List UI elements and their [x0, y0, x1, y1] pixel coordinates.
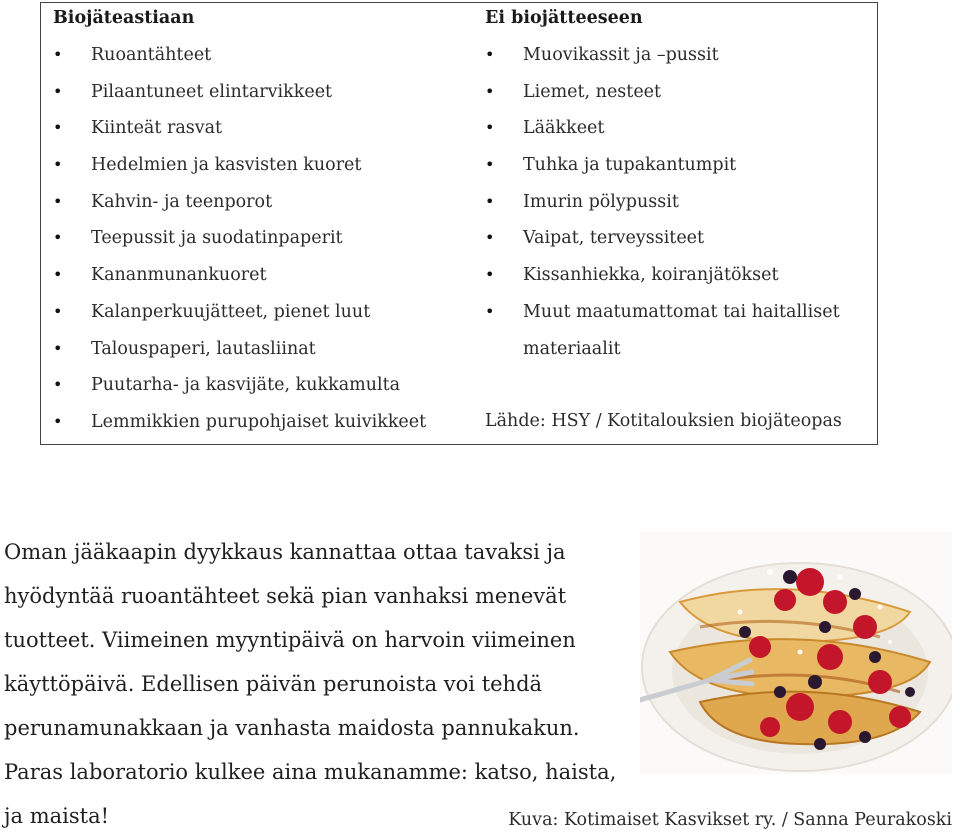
bullet-icon	[53, 257, 91, 295]
list-item: • Ruoantähteet	[53, 37, 426, 74]
body-paragraph	[4, 530, 644, 838]
paragraph-line: perunamunakkaan ja vanhasta maidosta pannukakun.	[4, 716, 580, 740]
list-item: • Talouspaperi, lautasliinat	[53, 331, 426, 368]
list-item: • Hedelmien ja kasvisten kuoret	[53, 147, 426, 184]
list-item: • Lääkkeet	[485, 110, 840, 147]
list-item-continuation: materiaalit	[523, 338, 621, 359]
bullet-icon	[53, 404, 91, 442]
list-item: • Imurin pölypussit	[485, 184, 840, 221]
bullet-icon	[485, 110, 523, 148]
bullet-icon	[485, 37, 523, 75]
list-item: • Kahvin- ja teenporot	[53, 184, 426, 221]
list-item: • Kalanperkuujätteet, pienet luut	[53, 294, 426, 331]
photo-caption: Kuva: Kotimaiset Kasvikset ry. / Sanna Peurakoski	[508, 810, 952, 830]
list-item: • Vaipat, terveyssiteet	[485, 220, 840, 257]
list-item: • Kissanhiekka, koiranjätökset	[485, 257, 840, 294]
bullet-icon	[485, 184, 523, 222]
list-item: • Liemet, nesteet	[485, 74, 840, 111]
bullet-icon	[485, 147, 523, 185]
bullet-icon	[53, 37, 91, 75]
bullet-icon	[53, 110, 91, 148]
bullet-icon	[485, 74, 523, 112]
paragraph-line: käyttöpäivä. Edellisen päivän perunoista voi tehdä	[4, 672, 543, 696]
bullet-icon	[485, 257, 523, 295]
bullet-icon	[485, 294, 523, 332]
pancake-with-berries-photo	[640, 532, 952, 774]
source-note: Lähde: HSY / Kotitalouksien biojäteopas	[485, 411, 842, 431]
list-item: • Muut maatumattomat tai haitalliset	[485, 294, 840, 331]
list-item: • Tuhka ja tupakantumpit	[485, 147, 840, 184]
bullet-icon	[53, 294, 91, 332]
list-item: • Kiinteät rasvat	[53, 110, 426, 147]
bio-waste-heading: Biojäteastiaan	[53, 8, 195, 28]
bullet-icon	[53, 367, 91, 405]
bullet-icon	[53, 331, 91, 369]
bio-waste-list	[53, 37, 426, 441]
paragraph-line: Paras laboratorio kulkee aina mukanamme: katso, haista,	[4, 760, 617, 784]
bullet-icon	[53, 184, 91, 222]
list-item: • Lemmikkien purupohjaiset kuivikkeet	[53, 404, 426, 441]
list-item: • Puutarha- ja kasvijäte, kukkamulta	[53, 367, 426, 404]
paragraph-line: hyödyntää ruoantähteet sekä pian vanhaksi menevät	[4, 584, 567, 608]
waste-sorting-table	[40, 2, 878, 445]
list-item: • Muovikassit ja –pussit	[485, 37, 840, 74]
non-bio-waste-heading: Ei biojätteeseen	[485, 8, 643, 28]
paragraph-line: tuotteet. Viimeinen myyntipäivä on harvoin viimeinen	[4, 628, 576, 652]
bullet-icon	[53, 74, 91, 112]
bullet-icon	[485, 220, 523, 258]
bullet-icon	[53, 220, 91, 258]
list-item: • Teepussit ja suodatinpaperit	[53, 220, 426, 257]
list-item: • Kananmunankuoret	[53, 257, 426, 294]
paragraph-line: ja maista!	[4, 804, 110, 828]
bullet-icon	[53, 147, 91, 185]
non-bio-waste-list	[485, 37, 840, 367]
list-item: • Pilaantuneet elintarvikkeet	[53, 74, 426, 111]
paragraph-line: Oman jääkaapin dyykkaus kannattaa ottaa tavaksi ja	[4, 540, 566, 564]
